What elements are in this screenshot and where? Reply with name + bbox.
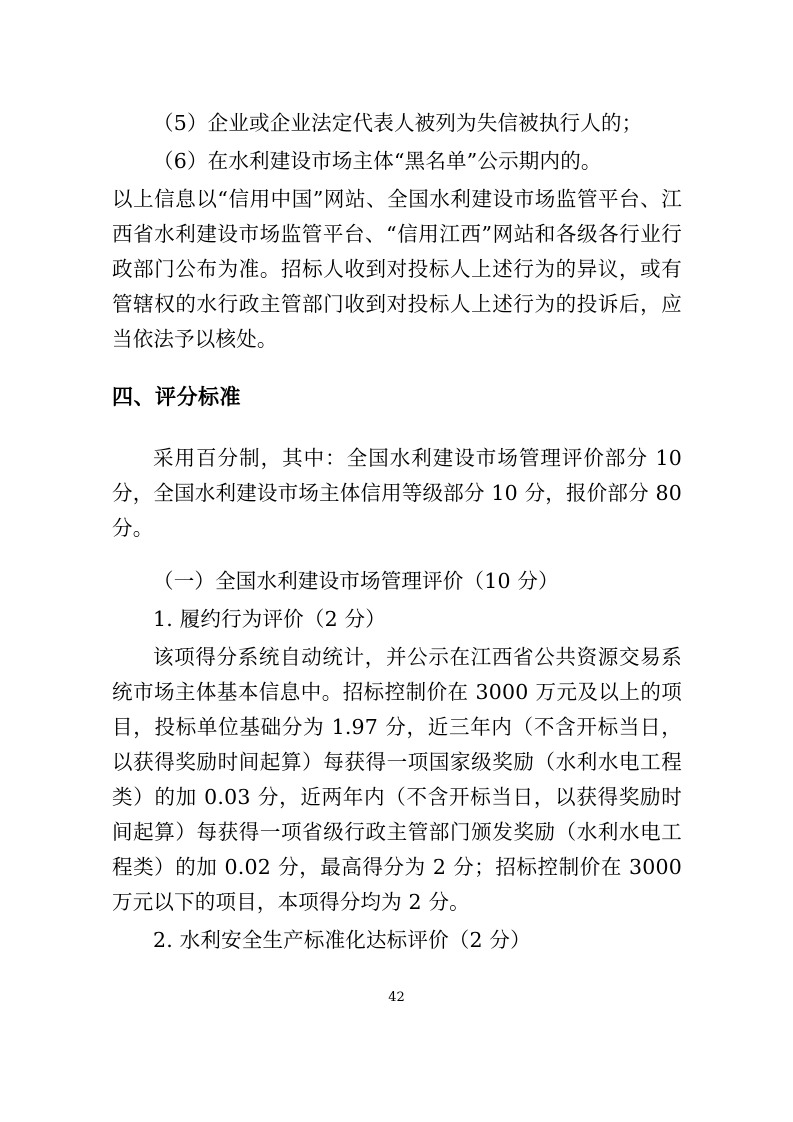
scoring-intro-paragraph: 采用百分制，其中：全国水利建设市场管理评价部分 10 分，全国水利建设市场主体信用等级部分 10 分，报价部分 80 分。: [112, 446, 682, 540]
item-1-title-performance-evaluation: 1. 履约行为评价（2 分）: [153, 607, 386, 631]
source-paragraph: 以上信息以“信用中国”网站、全国水利建设市场监管平台、江西省水利建设市场监管平台、“信用江西”网站和各级各行业行政部门公布为准。招标人收到对投标人上述行为的异议，或有管辖权的水行政主管部门收到对投标人上述行为的投诉后，应当依法予以核处。: [112, 187, 682, 351]
item-1-body-performance-evaluation: 该项得分系统自动统计，并公示在江西省公共资源交易系统市场主体基本信息中。招标控制价在 3000 万元及以上的项目，投标单位基础分为 1.97 分，近三年内（不含开标当日，以获得奖励时间起算）每获得一项国家级奖励（水利水电工程类）的加 0.03 分，近两年内（不含开标当日，以获得奖励时间起算）每获得一项省级行政主管部门颁发奖励（水利水电工程类）的加 0.02 分，最高得分为 2 分；招标控制价在 3000 万元以下的项目，本项得分均为 2 分。: [112, 645, 682, 914]
list-item-6: （6）在水利建设市场主体“黑名单”公示期内的。: [153, 149, 602, 173]
subsection-heading-market-management-evaluation: （一）全国水利建设市场管理评价（10 分）: [153, 569, 559, 593]
item-2-title-safety-production-evaluation: 2. 水利安全生产标准化达标评价（2 分）: [153, 928, 531, 952]
section-heading-scoring-criteria: 四、评分标准: [112, 385, 241, 409]
list-item-5: （5）企业或企业法定代表人被列为失信被执行人的；: [153, 111, 643, 135]
page-content: [112, 106, 682, 958]
page-number: 42: [388, 990, 405, 1005]
